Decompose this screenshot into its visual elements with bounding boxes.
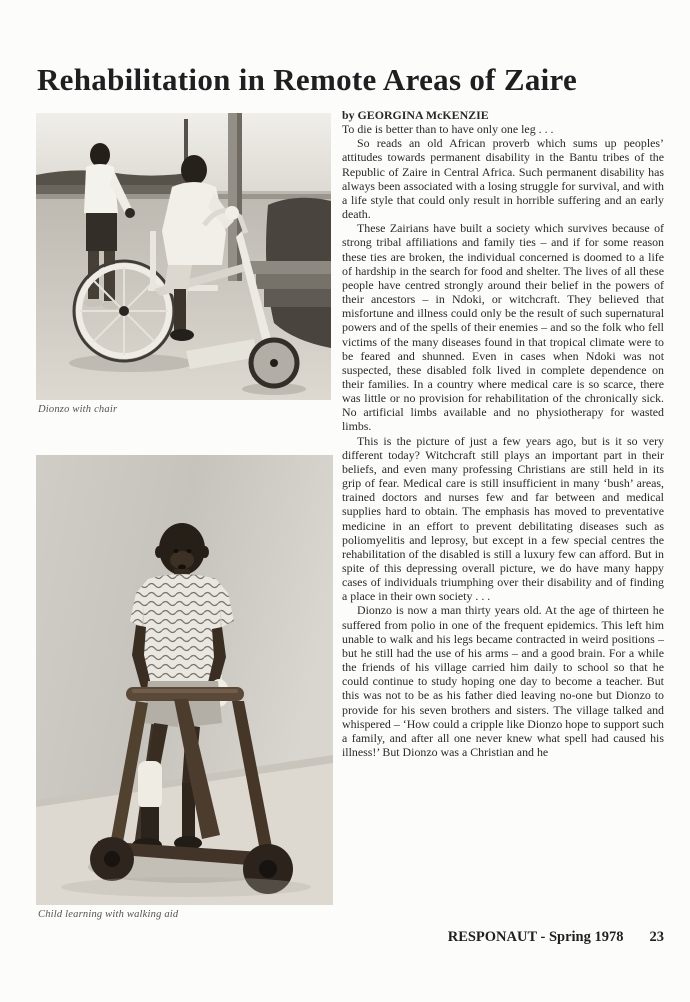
page-footer [342, 929, 664, 946]
article-body [342, 108, 664, 759]
article-byline: by GEORGINA McKENZIE [342, 108, 489, 122]
article-paragraph: These Zairians have built a society which survives because of strong tribal affiliations and family ties – and if for some reason these ties are broken, the individual concerned is doomed to a life of hardship in the search for food and shelter. The lives of all these people have centred strongly around their belief in the powers of their ancestors – in Ndoki, or witchcraft. They believed that misfortune and illness could only be the result of such supernatural powers and of the spells of their enemies – and so the folk who fell victims of the many diseases found in that tropical climate were to be feared and shunned. Even in cases when Ndoki was not suspected, these disabled folk lived in complete dependence on their families. In a country where medical care is so scarce, there was little or no provision for rehabilitation of the chronically sick. No artificial limbs available and no physiotherapy for wasted limbs. [342, 221, 664, 434]
article-paragraph: This is the picture of just a few years ago, but is it so very different today? Witchcraft still plays an important part in their beliefs, and even many professing Christians are still held in its grip of fear. Medical care is still insufficient in many ‘bush’ areas, trained doctors and nurses few and far between and medical supplies hard to obtain. The emphasis has moved to preventative medicine in an effort to prevent debilitating diseases such as poliomyelitis and leprosy, but except in a few special centres the rehabilitation of the disabled is still a luxury few can afford. But in spite of this depressing overall picture, we do have many happy cases of individuals triumphing over their disability and of finding a place in their own society . . . [342, 433, 664, 604]
photo-dionzo-with-chair [36, 113, 331, 400]
page-title: Rehabilitation in Remote Areas of Zaire [37, 61, 578, 97]
article-paragraph: Dionzo is now a man thirty years old. At the age of thirteen he suffered from polio in one of the frequent epidemics. This left him unable to walk and his legs became contracted in weird positions – but he still had the use of his arms – and a good brain. For a while the friends of his village carried him daily to school so that he could continue to study hoping one day to become a teacher. But this was not to be as his father died leaving no-one but Dionzo to provide for his seven brothers and sisters. The village talked and whispered – ‘How could a cripple like Dionzo hope to support such a family, and after all one never knew what spell had caused his illness!’ But Dionzo was a Christian and he [342, 603, 664, 760]
photo-child-walking-aid [36, 455, 333, 905]
journal-issue-label: RESPONAUT - Spring 1978 [447, 929, 624, 945]
article-paragraph: So reads an old African proverb which sums up peoples’ attitudes towards permanent disability in the Bantu tribes of the Republic of Zaire in Central Africa. Such permanent disability has always been associated with a losing struggle for survival, and with a life style that could only result in horrible suffering and an early death. [342, 136, 664, 222]
photo-caption-dionzo: Dionzo with chair [38, 404, 118, 415]
tricycle-photo-illustration [36, 113, 331, 400]
tricycle-rear-wheel [74, 261, 174, 361]
page-number: 23 [649, 929, 664, 945]
walking-aid-photo-illustration [36, 455, 333, 905]
photo-caption-child: Child learning with walking aid [38, 909, 179, 920]
article-paragraph: To die is better than to have only one leg . . . [342, 122, 554, 137]
